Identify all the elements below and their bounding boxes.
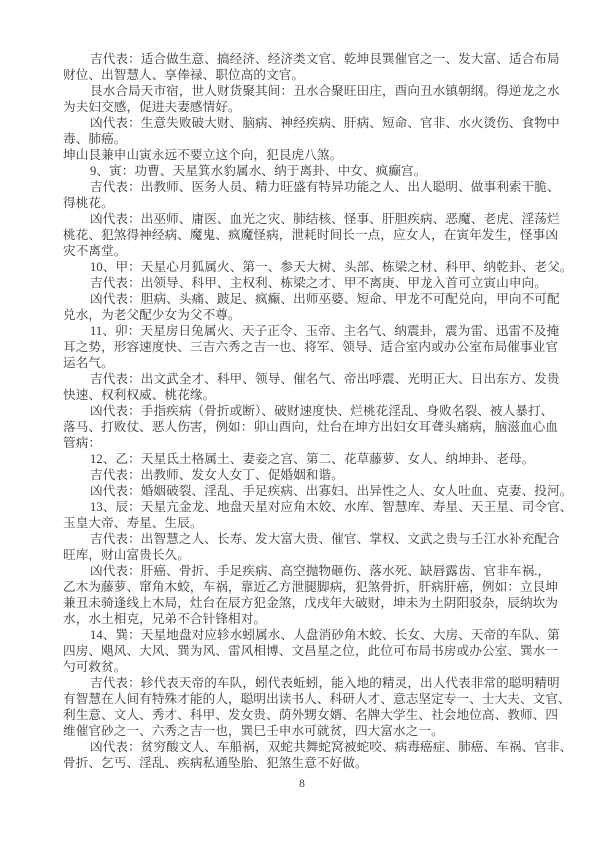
text-line: 耳之势，形容速度快、三吉六秀之吉一也、将军、领导、适合室内或办公室布局催事业官 [63, 340, 559, 354]
text-line: 9、寅：功曹、天星箕水豹属水、纳于离卦、中女、疯癫宫。 [90, 164, 427, 178]
text-line: 得桃花。 [63, 196, 114, 210]
text-line: 凶代表：生意失败破大财、脑病、神经疾病、肝病、短命、官非、水火烫伤、食物中 [90, 116, 560, 130]
text-line: 凶代表：婚姻破裂、淫乱、手足疾病、出寡妇、出异性之人、女人吐血、克妻、投河。 [90, 484, 573, 498]
text-line: 水，水土相克，兄弟不合针锋相对。 [63, 612, 267, 626]
text-line: 吉代表：适合做生意、搞经济、经济类文官、乾坤艮巽催官之一、发大富、适合布局 [90, 52, 560, 66]
text-line: 凶代表：出巫师、庸医、血光之灾、肺结核、怪事、肝胆疾病、恶魔、老虎、淫荡烂 [90, 212, 560, 226]
text-line: 艮水合局天市宿，世人财货聚其间：丑水合聚旺田庄，酉向丑水镇朝纲。得逆龙之水 [90, 84, 560, 98]
text-line: 乙木为藤萝、窜角木蛟，车祸，靠近乙方泄腿脚病，犯煞骨折，肝病肝癌，例如：立艮坤 [63, 580, 559, 594]
text-line: 13、辰：天星亢金龙、地盘天星对应角木姣、水库、智慧库、寿星、天王星、司令官、 [90, 500, 573, 514]
text-line: 11、卯：天星房日兔属火、天子正令、玉帝、主名气、纳震卦，震为雷、迅雷不及掩 [90, 324, 560, 338]
text-line: 吉代表：出教师、发女人女丁、促婚姻和谐。 [90, 468, 344, 482]
text-line: 凶代表：手指疾病（骨折或断）、破财速度快、烂桃花淫乱、身败名裂、被人暴打、 [90, 404, 554, 418]
text-line: 凶代表：贫穷酸文人、车船祸，双蛇共舞蛇窝被蛇咬、病毒癌症、肺癌、车祸、官非、 [90, 740, 573, 754]
text-line: 吉代表：轸代表天帝的车队，蚓代表蚯蚓，能入地的精灵，出人代表非常的聪明精明 [90, 676, 560, 690]
text-line: 坤山艮兼申山寅永远不要立这个向，犯艮虎八煞。 [63, 148, 343, 162]
text-line: 吉代表：出智慧之人、长寿、发大富大贵、催官、掌权、文武之贵与壬江水补充配合 [90, 532, 560, 546]
text-line: 12、乙：天星氐土格属土、妻妾之宫、第二、花草藤萝、女人、纳坤卦、老母。 [90, 452, 535, 466]
text-line: 四房、飓风、大风、巽为风、雷风相博、文昌星之位，此位可布局书房或办公室、巽水一 [63, 644, 559, 658]
text-line: 为夫妇交感，促进夫妻感情好。 [63, 100, 241, 114]
text-line: 吉代表：出领导、科甲、主权利、栋梁之才、甲不离庚、甲龙入首可立寅山申向。 [90, 276, 547, 290]
text-line: 骨折、乞丐、淫乱、疾病私通坠胎、犯煞生意不好做。 [63, 756, 368, 770]
text-line: 吉代表：出教师、医务人员、精力旺盛有特异功能之人、出人聪明、做事利索干脆、 [90, 180, 560, 194]
text-line: 运名气。 [63, 356, 114, 370]
text-line: 灾不离堂。 [63, 244, 127, 258]
text-line: 快速、权利权威、桃花缘。 [63, 388, 216, 402]
text-line: 有智慧在人间有特殊才能的人，聪明出读书人、科研人才、意志坚定专一、士大夫、文官、 [63, 692, 571, 706]
text-line: 兼丑未骑逢线上木局，灶台在辰方犯金煞，戊戌年大破财，坤未为土阴阳驳杂，辰纳坎为 [63, 596, 559, 610]
text-line: 玉皇大帝、寿星、生辰。 [63, 516, 203, 530]
text-line: 利生意、文人、秀才、科甲、发女贵、荫外甥女婿、名牌大学生、社会地位高、教师、四 [63, 708, 559, 722]
text-line: 10、甲：天星心月狐属火、第一、参天大树、头部、栋梁之材、科甲、纳乾卦、老父。 [90, 260, 573, 274]
text-line: 兑水，为老父配少女为父不尊。 [63, 308, 241, 322]
text-line: 吉代表：出文武全才、科甲、领导、催名气、帝出呼震、光明正大、日出东方、发贵 [90, 372, 560, 386]
text-line: 管病： [63, 436, 102, 450]
text-line: 勺可救贫。 [63, 660, 127, 674]
text-line: 落马、打败仗、恶人伤害，例如：卯山酉向，灶台在坤方出妇女耳聋头痛病，脑滋血心血 [63, 420, 559, 434]
text-line: 旺库，财山富贵长久。 [63, 548, 190, 562]
text-line: 毒、肺癌。 [63, 132, 127, 146]
page-number: 8 [299, 778, 305, 790]
text-line: 凶代表：肝癌、骨折、手足疾病、高空抛物砸伤、落水死、缺唇露齿、官非车祸.， [90, 564, 551, 578]
text-line: 凶代表：胆病、头痛、跛足、疯癫、出师巫婆、短命、甲龙不可配兑向，甲向不可配 [90, 292, 560, 306]
text-line: 财位、出智慧人、享俸禄、职位高的文官。 [63, 68, 305, 82]
text-line: 14、巽：天星地盘对应轸水蚓属水、人盘消砂角木蛟、长女、大房、天帝的车队、第 [90, 628, 560, 642]
document-body [63, 51, 573, 771]
text-line: 桃花、犯煞得神经病、魔鬼、疯魔怪病，泄耗时间长一点，应女人，在寅年发生，怪事凶 [63, 228, 559, 242]
text-line: 维催官砂之一、六秀之吉一也，巽巳壬申水可就贫，四大富水之一。 [63, 724, 444, 738]
